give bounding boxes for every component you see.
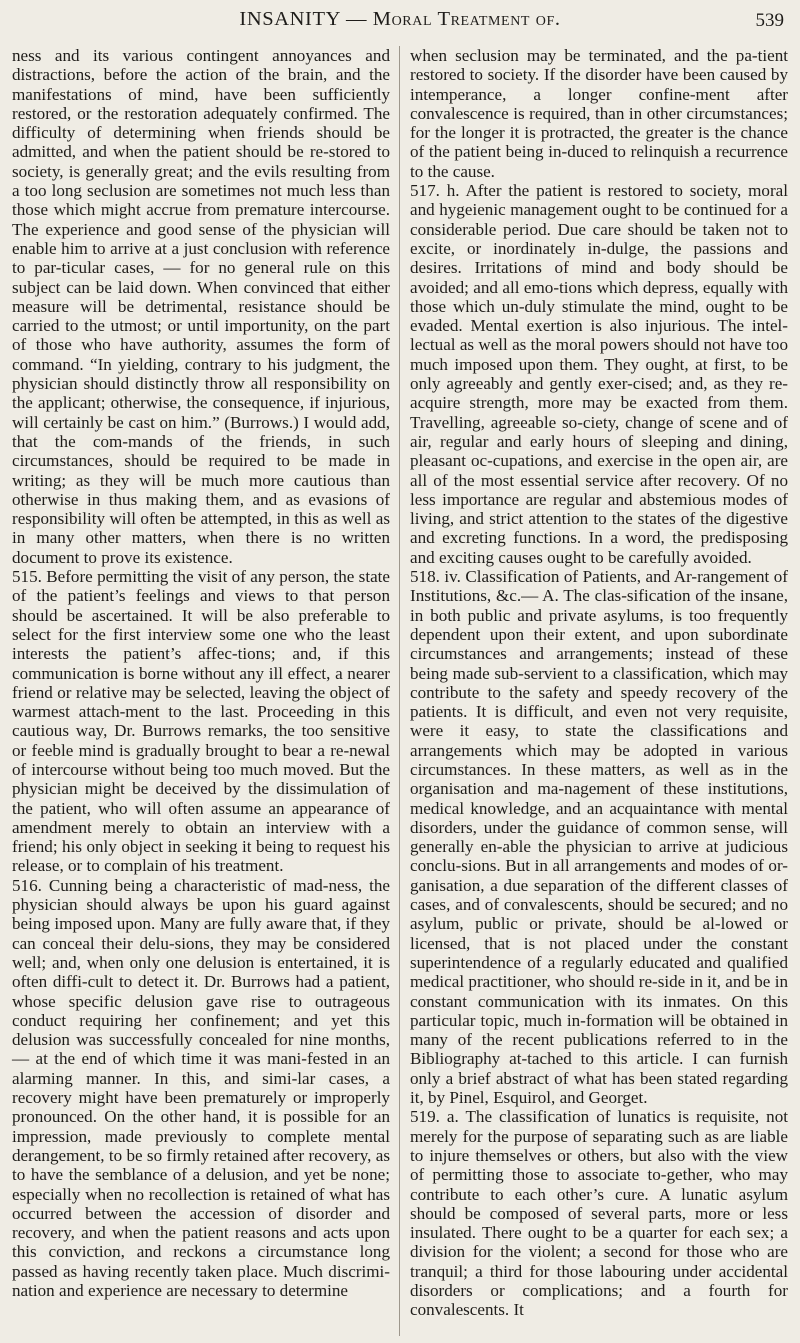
paragraph-516-continued: when seclusion may be terminated, and the pa-tient restored to society. If the disorder have been caused by intemperance, a longer confine-ment after convalescence is required, than in other circumstances; for the longer it is protracted, the greater is the chance of the patient being in-duced to relinquish a recurrence to the cause. — [410, 46, 788, 181]
running-title: INSANITY — Moral Treatment of. — [239, 8, 561, 30]
paragraph-continued: ness and its various contingent annoyances and distractions, before the action of the brain, and the manifestations of mind, have been sufficiently restored, or the restoration adequately confirmed. The difficulty of determining when friends should be admitted, and when the patient should be re-stored to society, is generally great; and the evils resulting from a too long seclusion are sometimes not much less than those which might accrue from premature intercourse. The experience and good sense of the physician will enable him to arrive at a just conclusion with reference to par-ticular cases, — for no general rule on this subject can be laid down. When convinced that either measure will be detrimental, resistance should be carried to the utmost; or until importunity, on the part of those who have authority, assumes the form of command. “In yielding, contrary to his judgment, the physician should distinctly throw all responsibility on the applicant; otherwise, the consequence, if injurious, will certainly be cast on him.” (Burrows.) I would add, that the com-mands of the friends, in such circumstances, should be required to be made in writing; as they will be much more cautious than otherwise in thus making them, and as evasions of responsibility will often be attempted, in this as well as in many other matters, when there is no written document to prove its existence. — [12, 46, 390, 567]
running-head — [0, 6, 800, 40]
left-column — [12, 46, 390, 1300]
column-divider — [399, 46, 400, 1336]
text-columns — [12, 46, 790, 1336]
right-column — [410, 46, 788, 1320]
paragraph-517: 517. h. After the patient is restored to society, moral and hygeienic management ought to be continued for a considerable period. Due care should be taken not to excite, or inordinately in-dulge, the passions and desires. Irritations of mind and body should be avoided; and all emo-tions which depress, equally with those which un-duly stimulate the mind, ought to be evaded. Mental exertion is also injurious. The intel-lectual as well as the moral powers should not have too much imposed upon them. They ought, at first, to be only agreeably and gently exer-cised; and, as they re-acquire strength, more may be exacted from them. Travelling, agreeable so-ciety, change of scene and of air, regular and early hours of sleeping and dining, pleasant oc-cupations, and exercise in the open air, are all of the most essential service after recovery. Of no less importance are regular and abstemious modes of living, and strict attention to the states of the digestive and excreting functions. In a word, the predisposing and exciting causes ought to be carefully avoided. — [410, 181, 788, 567]
paragraph-518: 518. iv. Classification of Patients, and Ar-rangement of Institutions, &c.— A. The clas-sification of the insane, in both public and private asylums, is too frequently dependent upon their extent, and upon subordinate circumstances and arrangements; instead of these being made sub-servient to a classification, which may contribute to the safety and speedy recovery of the patients. It is difficult, and even not very requisite, were it easy, to state the classifications and arrangements which may be adopted in various circumstances. In these matters, as well as in the organisation and ma-nagement of these institutions, medical knowledge, and an acquaintance with mental disorders, under the guidance of common sense, will generally en-able the physician to arrive at judicious conclu-sions. But in all arrangements and modes of or-ganisation, a due separation of the different classes of cases, and of convalescents, should be secured; and no asylum, public or private, should be al-lowed or licensed, that is not placed under the constant superintendence of a regularly educated and qualified medical practitioner, who should re-side in it, and be in constant communication with its inmates. On this particular topic, much in-formation will be obtained in many of the recent publications referred to in the Bibliography at-tached to this article. I can furnish only a brief abstract of what has been stated regarding it, by Pinel, Esquirol, and Georget. — [410, 567, 788, 1108]
paragraph-515: 515. Before permitting the visit of any person, the state of the patient’s feelings and views to that person should be ascertained. It will be also preferable to select for the first interview some one who the least interests the patient’s affec-tions; and, if this communication is borne without any ill effect, a nearer friend or relative may be selected, leaving the object of warmest attach-ment to the last. Proceeding in this cautious way, Dr. Burrows remarks, the too sensitive or feeble mind is gradually brought to bear a re-newal of intercourse without being too much moved. But the physician might be deceived by the dissimulation of the patient, who will often assume an appearance of amendment merely to obtain an interview with a friend; his only object in seeking it being to request his release, or to complain of his treatment. — [12, 567, 390, 876]
page-number: 539 — [755, 10, 784, 31]
paragraph-516: 516. Cunning being a characteristic of mad-ness, the physician should always be upon his guard against being imposed upon. Many are fully aware that, if they can conceal their delu-sions, they may be considered well; and, when only one delusion is entertained, it is often diffi-cult to detect it. Dr. Burrows had a patient, whose specific delusion gave rise to outrageous conduct requiring her confinement; and yet this delusion was successfully concealed for nine months, — at the end of which time it was mani-fested in an alarming manner. In this, and simi-lar cases, a recovery might have been prematurely or improperly pronounced. On the other hand, it is possible for an impression, made previously to complete mental derangement, to be so firmly retained after recovery, as to have the semblance of a delusion, and yet be none; especially when no recollection is retained of what has occurred between the accession of disorder and recovery, and when the patient reasons and acts upon this conviction, and reckons a circumstance long passed as having recently taken place. Much discrimi-nation and experience are necessary to determine — [12, 875, 390, 1300]
paragraph-519: 519. a. The classification of lunatics is requisite, not merely for the purpose of separating such as are liable to injure themselves or others, but also with the view of permitting those to associate to-gether, who may contribute to each other’s cure. A lunatic asylum should be composed of several parts, more or less insulated. There ought to be a quarter for each sex; a division for the violent; a second for those who are tranquil; a third for those labouring under accidental disorders or complications; and a fourth for convalescents. It — [410, 1107, 788, 1320]
